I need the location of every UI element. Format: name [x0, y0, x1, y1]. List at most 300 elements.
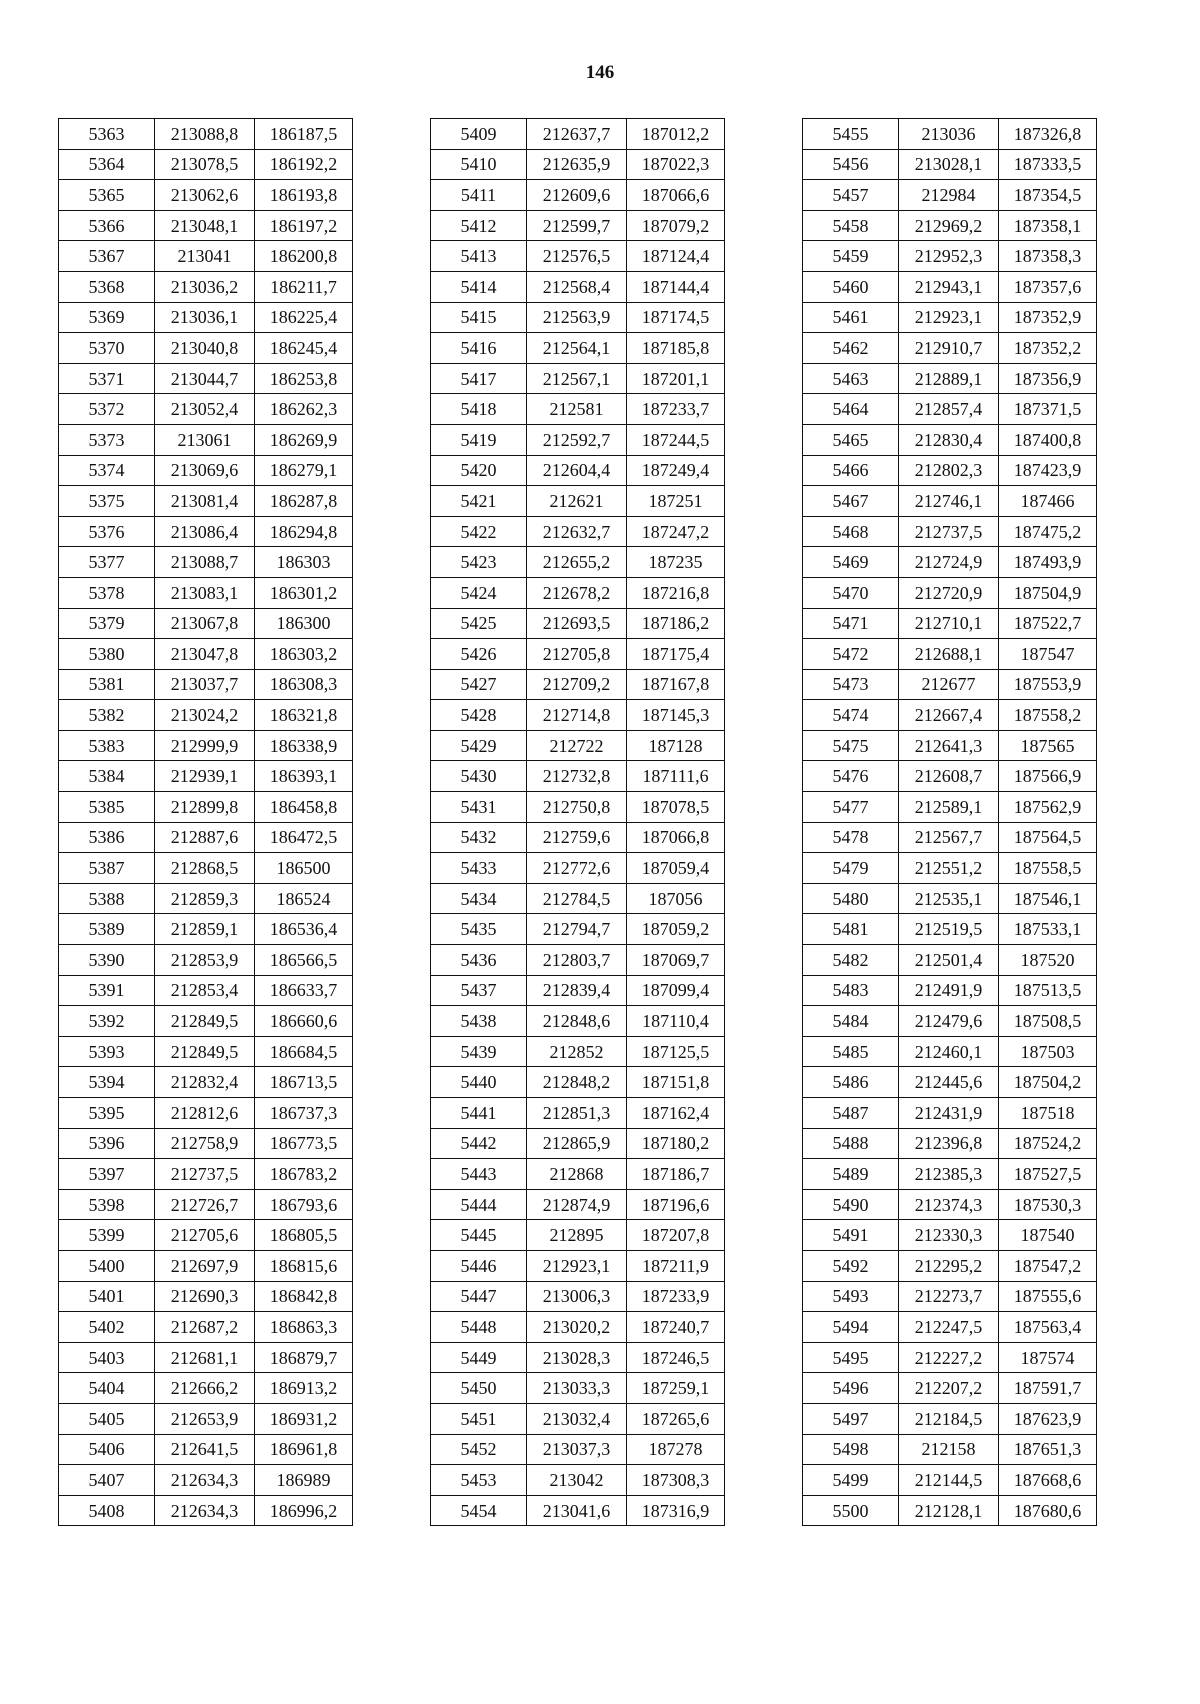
x-coordinate-cell: 212637,7: [527, 119, 627, 150]
y-coordinate-cell: 186472,5: [255, 822, 353, 853]
table-row: [431, 1495, 725, 1526]
y-coordinate-cell: 186193,8: [255, 180, 353, 211]
table-row: [803, 424, 1097, 455]
x-coordinate-cell: 213042: [527, 1465, 627, 1496]
point-number-cell: 5429: [431, 730, 527, 761]
table-row: [59, 577, 353, 608]
y-coordinate-cell: 186338,9: [255, 730, 353, 761]
point-number-cell: 5383: [59, 730, 155, 761]
x-coordinate-cell: 213078,5: [155, 149, 255, 180]
point-number-cell: 5426: [431, 639, 527, 670]
table-row: [59, 241, 353, 272]
y-coordinate-cell: 187651,3: [999, 1434, 1097, 1465]
y-coordinate-cell: 186805,5: [255, 1220, 353, 1251]
table-row: [59, 730, 353, 761]
x-coordinate-cell: 212678,2: [527, 577, 627, 608]
y-coordinate-cell: 187564,5: [999, 822, 1097, 853]
table-row: [803, 1465, 1097, 1496]
table-row: [59, 302, 353, 333]
y-coordinate-cell: 187233,9: [627, 1281, 725, 1312]
x-coordinate-cell: 212999,9: [155, 730, 255, 761]
point-number-cell: 5414: [431, 271, 527, 302]
table-row: [431, 1067, 725, 1098]
table-row: [803, 333, 1097, 364]
x-coordinate-cell: 212969,2: [899, 210, 999, 241]
x-coordinate-cell: 212859,1: [155, 914, 255, 945]
y-coordinate-cell: 187259,1: [627, 1373, 725, 1404]
point-number-cell: 5474: [803, 700, 899, 731]
y-coordinate-cell: 187265,6: [627, 1403, 725, 1434]
x-coordinate-cell: 212923,1: [899, 302, 999, 333]
y-coordinate-cell: 187547,2: [999, 1250, 1097, 1281]
coordinates-table-3: [802, 118, 1097, 1526]
point-number-cell: 5466: [803, 455, 899, 486]
table-row: [59, 853, 353, 884]
coordinates-table-1: [58, 118, 353, 1526]
table-row: [803, 1495, 1097, 1526]
point-number-cell: 5439: [431, 1036, 527, 1067]
x-coordinate-cell: 213036,2: [155, 271, 255, 302]
point-number-cell: 5446: [431, 1250, 527, 1281]
y-coordinate-cell: 187012,2: [627, 119, 725, 150]
point-number-cell: 5369: [59, 302, 155, 333]
y-coordinate-cell: 186308,3: [255, 669, 353, 700]
x-coordinate-cell: 213067,8: [155, 608, 255, 639]
table-row: [803, 1281, 1097, 1312]
x-coordinate-cell: 212758,9: [155, 1128, 255, 1159]
point-number-cell: 5420: [431, 455, 527, 486]
point-number-cell: 5385: [59, 792, 155, 823]
table-row: [431, 1342, 725, 1373]
point-number-cell: 5499: [803, 1465, 899, 1496]
table-row: [431, 302, 725, 333]
table-row: [431, 1281, 725, 1312]
table-row: [803, 1067, 1097, 1098]
table-row: [59, 516, 353, 547]
y-coordinate-cell: 187066,6: [627, 180, 725, 211]
table-row: [803, 1250, 1097, 1281]
table-row: [59, 608, 353, 639]
y-coordinate-cell: 186303: [255, 547, 353, 578]
x-coordinate-cell: 212868: [527, 1159, 627, 1190]
x-coordinate-cell: 212737,5: [899, 516, 999, 547]
y-coordinate-cell: 187400,8: [999, 424, 1097, 455]
x-coordinate-cell: 212604,4: [527, 455, 627, 486]
table-row: [59, 1159, 353, 1190]
table-row: [431, 210, 725, 241]
y-coordinate-cell: 186660,6: [255, 1006, 353, 1037]
table-row: [59, 669, 353, 700]
table-row: [59, 210, 353, 241]
y-coordinate-cell: 187358,1: [999, 210, 1097, 241]
point-number-cell: 5443: [431, 1159, 527, 1190]
y-coordinate-cell: 187246,5: [627, 1342, 725, 1373]
coordinates-table-2: [430, 118, 725, 1526]
x-coordinate-cell: 213047,8: [155, 639, 255, 670]
table-row: [431, 455, 725, 486]
table-row: [59, 1220, 353, 1251]
point-number-cell: 5389: [59, 914, 155, 945]
table-row: [431, 1098, 725, 1129]
table-row: [803, 883, 1097, 914]
y-coordinate-cell: 186301,2: [255, 577, 353, 608]
point-number-cell: 5456: [803, 149, 899, 180]
y-coordinate-cell: 187144,4: [627, 271, 725, 302]
point-number-cell: 5497: [803, 1403, 899, 1434]
x-coordinate-cell: 212621: [527, 486, 627, 517]
table-row: [431, 1434, 725, 1465]
table-row: [431, 1159, 725, 1190]
point-number-cell: 5427: [431, 669, 527, 700]
table-row: [803, 730, 1097, 761]
x-coordinate-cell: 212501,4: [899, 945, 999, 976]
y-coordinate-cell: 187530,3: [999, 1189, 1097, 1220]
y-coordinate-cell: 187145,3: [627, 700, 725, 731]
x-coordinate-cell: 212910,7: [899, 333, 999, 364]
point-number-cell: 5464: [803, 394, 899, 425]
table-row: [803, 1159, 1097, 1190]
table-row: [59, 700, 353, 731]
x-coordinate-cell: 212874,9: [527, 1189, 627, 1220]
table-row: [431, 516, 725, 547]
x-coordinate-cell: 212641,3: [899, 730, 999, 761]
table-row: [431, 822, 725, 853]
y-coordinate-cell: 186793,6: [255, 1189, 353, 1220]
y-coordinate-cell: 187566,9: [999, 761, 1097, 792]
y-coordinate-cell: 187547: [999, 639, 1097, 670]
point-number-cell: 5453: [431, 1465, 527, 1496]
point-number-cell: 5384: [59, 761, 155, 792]
x-coordinate-cell: 213020,2: [527, 1312, 627, 1343]
y-coordinate-cell: 186225,4: [255, 302, 353, 333]
x-coordinate-cell: 212839,4: [527, 975, 627, 1006]
point-number-cell: 5390: [59, 945, 155, 976]
table-row: [59, 1403, 353, 1434]
y-coordinate-cell: 187354,5: [999, 180, 1097, 211]
y-coordinate-cell: 187326,8: [999, 119, 1097, 150]
x-coordinate-cell: 212899,8: [155, 792, 255, 823]
x-coordinate-cell: 213041: [155, 241, 255, 272]
point-number-cell: 5387: [59, 853, 155, 884]
point-number-cell: 5470: [803, 577, 899, 608]
y-coordinate-cell: 187079,2: [627, 210, 725, 241]
table-row: [431, 424, 725, 455]
point-number-cell: 5428: [431, 700, 527, 731]
x-coordinate-cell: 213033,3: [527, 1373, 627, 1404]
point-number-cell: 5480: [803, 883, 899, 914]
x-coordinate-cell: 212568,4: [527, 271, 627, 302]
table-row: [59, 883, 353, 914]
table-row: [59, 761, 353, 792]
table-row: [431, 1128, 725, 1159]
x-coordinate-cell: 212849,5: [155, 1036, 255, 1067]
point-number-cell: 5415: [431, 302, 527, 333]
x-coordinate-cell: 212848,6: [527, 1006, 627, 1037]
table-row: [431, 547, 725, 578]
table-row: [803, 700, 1097, 731]
point-number-cell: 5398: [59, 1189, 155, 1220]
point-number-cell: 5435: [431, 914, 527, 945]
y-coordinate-cell: 186294,8: [255, 516, 353, 547]
y-coordinate-cell: 186566,5: [255, 945, 353, 976]
x-coordinate-cell: 212705,8: [527, 639, 627, 670]
x-coordinate-cell: 213037,3: [527, 1434, 627, 1465]
x-coordinate-cell: 212923,1: [527, 1250, 627, 1281]
point-number-cell: 5378: [59, 577, 155, 608]
x-coordinate-cell: 213028,3: [527, 1342, 627, 1373]
point-number-cell: 5430: [431, 761, 527, 792]
table-row: [431, 1312, 725, 1343]
y-coordinate-cell: 187059,4: [627, 853, 725, 884]
x-coordinate-cell: 212830,4: [899, 424, 999, 455]
x-coordinate-cell: 212184,5: [899, 1403, 999, 1434]
y-coordinate-cell: 186633,7: [255, 975, 353, 1006]
y-coordinate-cell: 186737,3: [255, 1098, 353, 1129]
x-coordinate-cell: 212667,4: [899, 700, 999, 731]
x-coordinate-cell: 212128,1: [899, 1495, 999, 1526]
x-coordinate-cell: 212641,5: [155, 1434, 255, 1465]
y-coordinate-cell: 186187,5: [255, 119, 353, 150]
point-number-cell: 5408: [59, 1495, 155, 1526]
x-coordinate-cell: 212295,2: [899, 1250, 999, 1281]
x-coordinate-cell: 212144,5: [899, 1465, 999, 1496]
point-number-cell: 5465: [803, 424, 899, 455]
y-coordinate-cell: 186287,8: [255, 486, 353, 517]
table-row: [59, 394, 353, 425]
x-coordinate-cell: 213024,2: [155, 700, 255, 731]
point-number-cell: 5489: [803, 1159, 899, 1190]
y-coordinate-cell: 187201,1: [627, 363, 725, 394]
x-coordinate-cell: 213081,4: [155, 486, 255, 517]
table-row: [803, 945, 1097, 976]
y-coordinate-cell: 187216,8: [627, 577, 725, 608]
table-row: [59, 1250, 353, 1281]
table-row: [431, 577, 725, 608]
table-row: [59, 1281, 353, 1312]
y-coordinate-cell: 186303,2: [255, 639, 353, 670]
table-row: [803, 639, 1097, 670]
table-row: [59, 1373, 353, 1404]
y-coordinate-cell: 186913,2: [255, 1373, 353, 1404]
point-number-cell: 5433: [431, 853, 527, 884]
point-number-cell: 5441: [431, 1098, 527, 1129]
x-coordinate-cell: 212460,1: [899, 1036, 999, 1067]
y-coordinate-cell: 187069,7: [627, 945, 725, 976]
point-number-cell: 5425: [431, 608, 527, 639]
table-row: [431, 394, 725, 425]
point-number-cell: 5471: [803, 608, 899, 639]
y-coordinate-cell: 187111,6: [627, 761, 725, 792]
y-coordinate-cell: 187356,9: [999, 363, 1097, 394]
y-coordinate-cell: 186262,3: [255, 394, 353, 425]
point-number-cell: 5492: [803, 1250, 899, 1281]
x-coordinate-cell: 212772,6: [527, 853, 627, 884]
y-coordinate-cell: 187207,8: [627, 1220, 725, 1251]
point-number-cell: 5394: [59, 1067, 155, 1098]
table-row: [59, 1006, 353, 1037]
x-coordinate-cell: 212852: [527, 1036, 627, 1067]
point-number-cell: 5411: [431, 180, 527, 211]
y-coordinate-cell: 187186,7: [627, 1159, 725, 1190]
y-coordinate-cell: 187504,2: [999, 1067, 1097, 1098]
y-coordinate-cell: 186842,8: [255, 1281, 353, 1312]
table-row: [59, 1098, 353, 1129]
point-number-cell: 5424: [431, 577, 527, 608]
table-row: [431, 700, 725, 731]
y-coordinate-cell: 187316,9: [627, 1495, 725, 1526]
y-coordinate-cell: 187680,6: [999, 1495, 1097, 1526]
x-coordinate-cell: 212709,2: [527, 669, 627, 700]
table-row: [803, 1098, 1097, 1129]
y-coordinate-cell: 187558,5: [999, 853, 1097, 884]
x-coordinate-cell: 213028,1: [899, 149, 999, 180]
point-number-cell: 5460: [803, 271, 899, 302]
x-coordinate-cell: 212720,9: [899, 577, 999, 608]
x-coordinate-cell: 213032,4: [527, 1403, 627, 1434]
point-number-cell: 5447: [431, 1281, 527, 1312]
table-row: [803, 516, 1097, 547]
x-coordinate-cell: 212726,7: [155, 1189, 255, 1220]
table-row: [431, 1403, 725, 1434]
y-coordinate-cell: 187565: [999, 730, 1097, 761]
table-row: [59, 424, 353, 455]
y-coordinate-cell: 186300: [255, 608, 353, 639]
point-number-cell: 5393: [59, 1036, 155, 1067]
table-row: [59, 945, 353, 976]
y-coordinate-cell: 187235: [627, 547, 725, 578]
y-coordinate-cell: 186393,1: [255, 761, 353, 792]
point-number-cell: 5487: [803, 1098, 899, 1129]
point-number-cell: 5490: [803, 1189, 899, 1220]
y-coordinate-cell: 186773,5: [255, 1128, 353, 1159]
x-coordinate-cell: 212431,9: [899, 1098, 999, 1129]
table-row: [59, 455, 353, 486]
x-coordinate-cell: 212687,2: [155, 1312, 255, 1343]
table-row: [431, 180, 725, 211]
x-coordinate-cell: 212690,3: [155, 1281, 255, 1312]
y-coordinate-cell: 186996,2: [255, 1495, 353, 1526]
point-number-cell: 5459: [803, 241, 899, 272]
x-coordinate-cell: 212634,3: [155, 1495, 255, 1526]
y-coordinate-cell: 187555,6: [999, 1281, 1097, 1312]
point-number-cell: 5444: [431, 1189, 527, 1220]
table-row: [59, 119, 353, 150]
x-coordinate-cell: 212576,5: [527, 241, 627, 272]
point-number-cell: 5388: [59, 883, 155, 914]
x-coordinate-cell: 212247,5: [899, 1312, 999, 1343]
x-coordinate-cell: 212803,7: [527, 945, 627, 976]
x-coordinate-cell: 212984: [899, 180, 999, 211]
point-number-cell: 5454: [431, 1495, 527, 1526]
x-coordinate-cell: 212737,5: [155, 1159, 255, 1190]
y-coordinate-cell: 187167,8: [627, 669, 725, 700]
point-number-cell: 5455: [803, 119, 899, 150]
y-coordinate-cell: 187059,2: [627, 914, 725, 945]
y-coordinate-cell: 187175,4: [627, 639, 725, 670]
point-number-cell: 5495: [803, 1342, 899, 1373]
point-number-cell: 5364: [59, 149, 155, 180]
y-coordinate-cell: 187475,2: [999, 516, 1097, 547]
y-coordinate-cell: 187518: [999, 1098, 1097, 1129]
x-coordinate-cell: 213044,7: [155, 363, 255, 394]
y-coordinate-cell: 187078,5: [627, 792, 725, 823]
point-number-cell: 5418: [431, 394, 527, 425]
y-coordinate-cell: 187668,6: [999, 1465, 1097, 1496]
table-row: [803, 1220, 1097, 1251]
point-number-cell: 5488: [803, 1128, 899, 1159]
point-number-cell: 5413: [431, 241, 527, 272]
point-number-cell: 5436: [431, 945, 527, 976]
x-coordinate-cell: 212732,8: [527, 761, 627, 792]
table-row: [803, 577, 1097, 608]
table-row: [59, 333, 353, 364]
y-coordinate-cell: 187249,4: [627, 455, 725, 486]
point-number-cell: 5482: [803, 945, 899, 976]
table-row: [803, 1342, 1097, 1373]
point-number-cell: 5498: [803, 1434, 899, 1465]
y-coordinate-cell: 186253,8: [255, 363, 353, 394]
y-coordinate-cell: 187233,7: [627, 394, 725, 425]
y-coordinate-cell: 186200,8: [255, 241, 353, 272]
y-coordinate-cell: 187466: [999, 486, 1097, 517]
table-row: [803, 486, 1097, 517]
table-row: [803, 1128, 1097, 1159]
x-coordinate-cell: 213062,6: [155, 180, 255, 211]
y-coordinate-cell: 186192,2: [255, 149, 353, 180]
table-row: [803, 1036, 1097, 1067]
point-number-cell: 5462: [803, 333, 899, 364]
point-number-cell: 5475: [803, 730, 899, 761]
point-number-cell: 5410: [431, 149, 527, 180]
y-coordinate-cell: 187504,9: [999, 577, 1097, 608]
x-coordinate-cell: 212859,3: [155, 883, 255, 914]
point-number-cell: 5365: [59, 180, 155, 211]
x-coordinate-cell: 212848,2: [527, 1067, 627, 1098]
y-coordinate-cell: 187371,5: [999, 394, 1097, 425]
y-coordinate-cell: 187244,5: [627, 424, 725, 455]
y-coordinate-cell: 186815,6: [255, 1250, 353, 1281]
point-number-cell: 5400: [59, 1250, 155, 1281]
table-row: [431, 1006, 725, 1037]
table-row: [803, 210, 1097, 241]
x-coordinate-cell: 212551,2: [899, 853, 999, 884]
y-coordinate-cell: 187508,5: [999, 1006, 1097, 1037]
point-number-cell: 5440: [431, 1067, 527, 1098]
x-coordinate-cell: 213069,6: [155, 455, 255, 486]
point-number-cell: 5479: [803, 853, 899, 884]
point-number-cell: 5367: [59, 241, 155, 272]
point-number-cell: 5403: [59, 1342, 155, 1373]
y-coordinate-cell: 187151,8: [627, 1067, 725, 1098]
x-coordinate-cell: 212832,4: [155, 1067, 255, 1098]
x-coordinate-cell: 212227,2: [899, 1342, 999, 1373]
table-row: [803, 149, 1097, 180]
x-coordinate-cell: 212519,5: [899, 914, 999, 945]
table-row: [431, 119, 725, 150]
x-coordinate-cell: 212857,4: [899, 394, 999, 425]
y-coordinate-cell: 187546,1: [999, 883, 1097, 914]
point-number-cell: 5437: [431, 975, 527, 1006]
y-coordinate-cell: 186197,2: [255, 210, 353, 241]
y-coordinate-cell: 187196,6: [627, 1189, 725, 1220]
x-coordinate-cell: 212567,7: [899, 822, 999, 853]
y-coordinate-cell: 186684,5: [255, 1036, 353, 1067]
x-coordinate-cell: 212479,6: [899, 1006, 999, 1037]
x-coordinate-cell: 212563,9: [527, 302, 627, 333]
x-coordinate-cell: 213052,4: [155, 394, 255, 425]
y-coordinate-cell: 186500: [255, 853, 353, 884]
x-coordinate-cell: 213006,3: [527, 1281, 627, 1312]
